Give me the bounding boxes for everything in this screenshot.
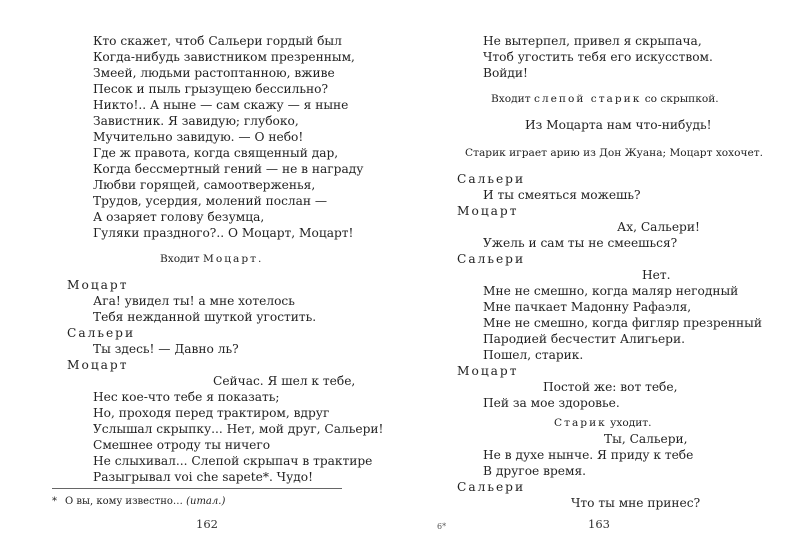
stage-direction xyxy=(160,252,261,267)
speaker-name: Моцарт xyxy=(67,358,129,372)
verse-line: Завистник. Я завидую; глубоко, xyxy=(93,114,299,128)
verse-line: Мне не смешно, когда фигляр презренный xyxy=(483,316,762,330)
verse-line: Сейчас. Я шел к тебе, xyxy=(213,374,356,388)
verse-line: Разыгрывал voi che sapete*. Чудо! xyxy=(93,470,314,484)
right-page xyxy=(395,0,789,540)
stage-direction: Старик играет арию из Дон Жуана; Моцарт хохочет. xyxy=(465,147,764,159)
verse-line: Услышал скрыпку... Нет, мой друг, Сальери! xyxy=(93,422,384,436)
verse-line: Мне пачкает Мадонну Рафаэля, xyxy=(483,300,692,314)
verse-line: Мучительно завидую. — О небо! xyxy=(93,130,304,144)
stage-character: Старик xyxy=(554,417,607,429)
stage-text: . xyxy=(257,253,262,265)
verse-line: Когда бессмертный гений — не в награду xyxy=(93,162,364,176)
stage-direction xyxy=(554,416,652,431)
verse-line: Смешнее отроду ты ничего xyxy=(93,438,271,452)
stage-direction xyxy=(491,92,719,107)
verse-line: Не в духе нынче. Я приду к тебе xyxy=(483,448,694,462)
verse-line: Ты здесь! — Давно ль? xyxy=(93,342,239,356)
verse-line: Когда-нибудь завистником презренным, xyxy=(93,50,355,64)
verse-line: А озаряет голову безумца, xyxy=(93,210,265,224)
verse-line: Где ж правота, когда священный дар, xyxy=(93,146,339,160)
verse-line: В другое время. xyxy=(483,464,587,478)
signature-mark: 6* xyxy=(437,522,447,531)
verse-line: Пародией бесчестит Алигьери. xyxy=(483,332,685,346)
verse-line: Не слыхивал... Слепой скрыпач в трактире xyxy=(93,454,373,468)
verse-line: Нес кое-что тебе я показать; xyxy=(93,390,280,404)
verse-line: Войди! xyxy=(483,66,528,80)
footnote-text: О вы, кому известно… xyxy=(65,496,187,507)
stage-character: Моцарт xyxy=(202,253,258,265)
speaker-name: Моцарт xyxy=(457,364,519,378)
speaker-name: Сальери xyxy=(457,480,526,494)
verse-line: Трудов, усердия, молений послан — xyxy=(93,194,328,208)
verse-line: Не вытерпел, привел я скрыпача, xyxy=(483,34,702,48)
speaker-name: Сальери xyxy=(457,172,526,186)
footnote-language: (итал.) xyxy=(186,496,226,507)
speaker-name: Моцарт xyxy=(457,204,519,218)
verse-line: Чтоб угостить тебя его искусством. xyxy=(483,50,713,64)
verse-line: Мне не смешно, когда маляр негодный xyxy=(483,284,739,298)
verse-line: Пошел, старик. xyxy=(483,348,584,362)
verse-line: Тебя нежданной шуткой угостить. xyxy=(93,310,317,324)
verse-line: Любви горящей, самоотверженья, xyxy=(93,178,316,192)
verse-line: Нет. xyxy=(642,268,671,282)
verse-line: Гуляки праздного?.. О Моцарт, Моцарт! xyxy=(93,226,354,240)
stage-text: Входит xyxy=(491,93,531,105)
verse-line: Змеей, людьми растоптанною, вживе xyxy=(93,66,335,80)
verse-line: И ты смеяться можешь? xyxy=(483,188,641,202)
speaker-name: Сальери xyxy=(457,252,526,266)
verse-line: Постой же: вот тебе, xyxy=(543,380,678,394)
footnote xyxy=(52,494,225,509)
verse-line: Ах, Сальери! xyxy=(617,220,700,234)
verse-line: Но, проходя перед трактиром, вдруг xyxy=(93,406,330,420)
verse-line: Из Моцарта нам что-нибудь! xyxy=(525,118,712,132)
verse-line: Песок и пыль грызущею бессильно? xyxy=(93,82,328,96)
verse-line: Пей за мое здоровье. xyxy=(483,396,620,410)
stage-text: Входит xyxy=(160,253,200,265)
page-number: 162 xyxy=(196,517,218,531)
verse-line: Ужель и сам ты не смеешься? xyxy=(483,236,678,250)
verse-line: Ты, Сальери, xyxy=(604,432,688,446)
page-number: 163 xyxy=(588,517,610,531)
verse-line: Никто!.. А ныне — сам скажу — я ныне xyxy=(93,98,349,112)
speaker-name: Сальери xyxy=(67,326,136,340)
footnote-mark: * xyxy=(52,496,57,507)
verse-line: Кто скажет, чтоб Сальери гордый был xyxy=(93,34,342,48)
stage-text: уходит. xyxy=(610,417,652,429)
stage-text: со скрыпкой. xyxy=(644,93,719,105)
verse-line: Ага! увидел ты! а мне хотелось xyxy=(93,294,295,308)
speaker-name: Моцарт xyxy=(67,278,129,292)
footnote-rule xyxy=(52,488,342,489)
verse-line: Что ты мне принес? xyxy=(571,496,701,510)
stage-character: слепой старик xyxy=(533,93,642,105)
